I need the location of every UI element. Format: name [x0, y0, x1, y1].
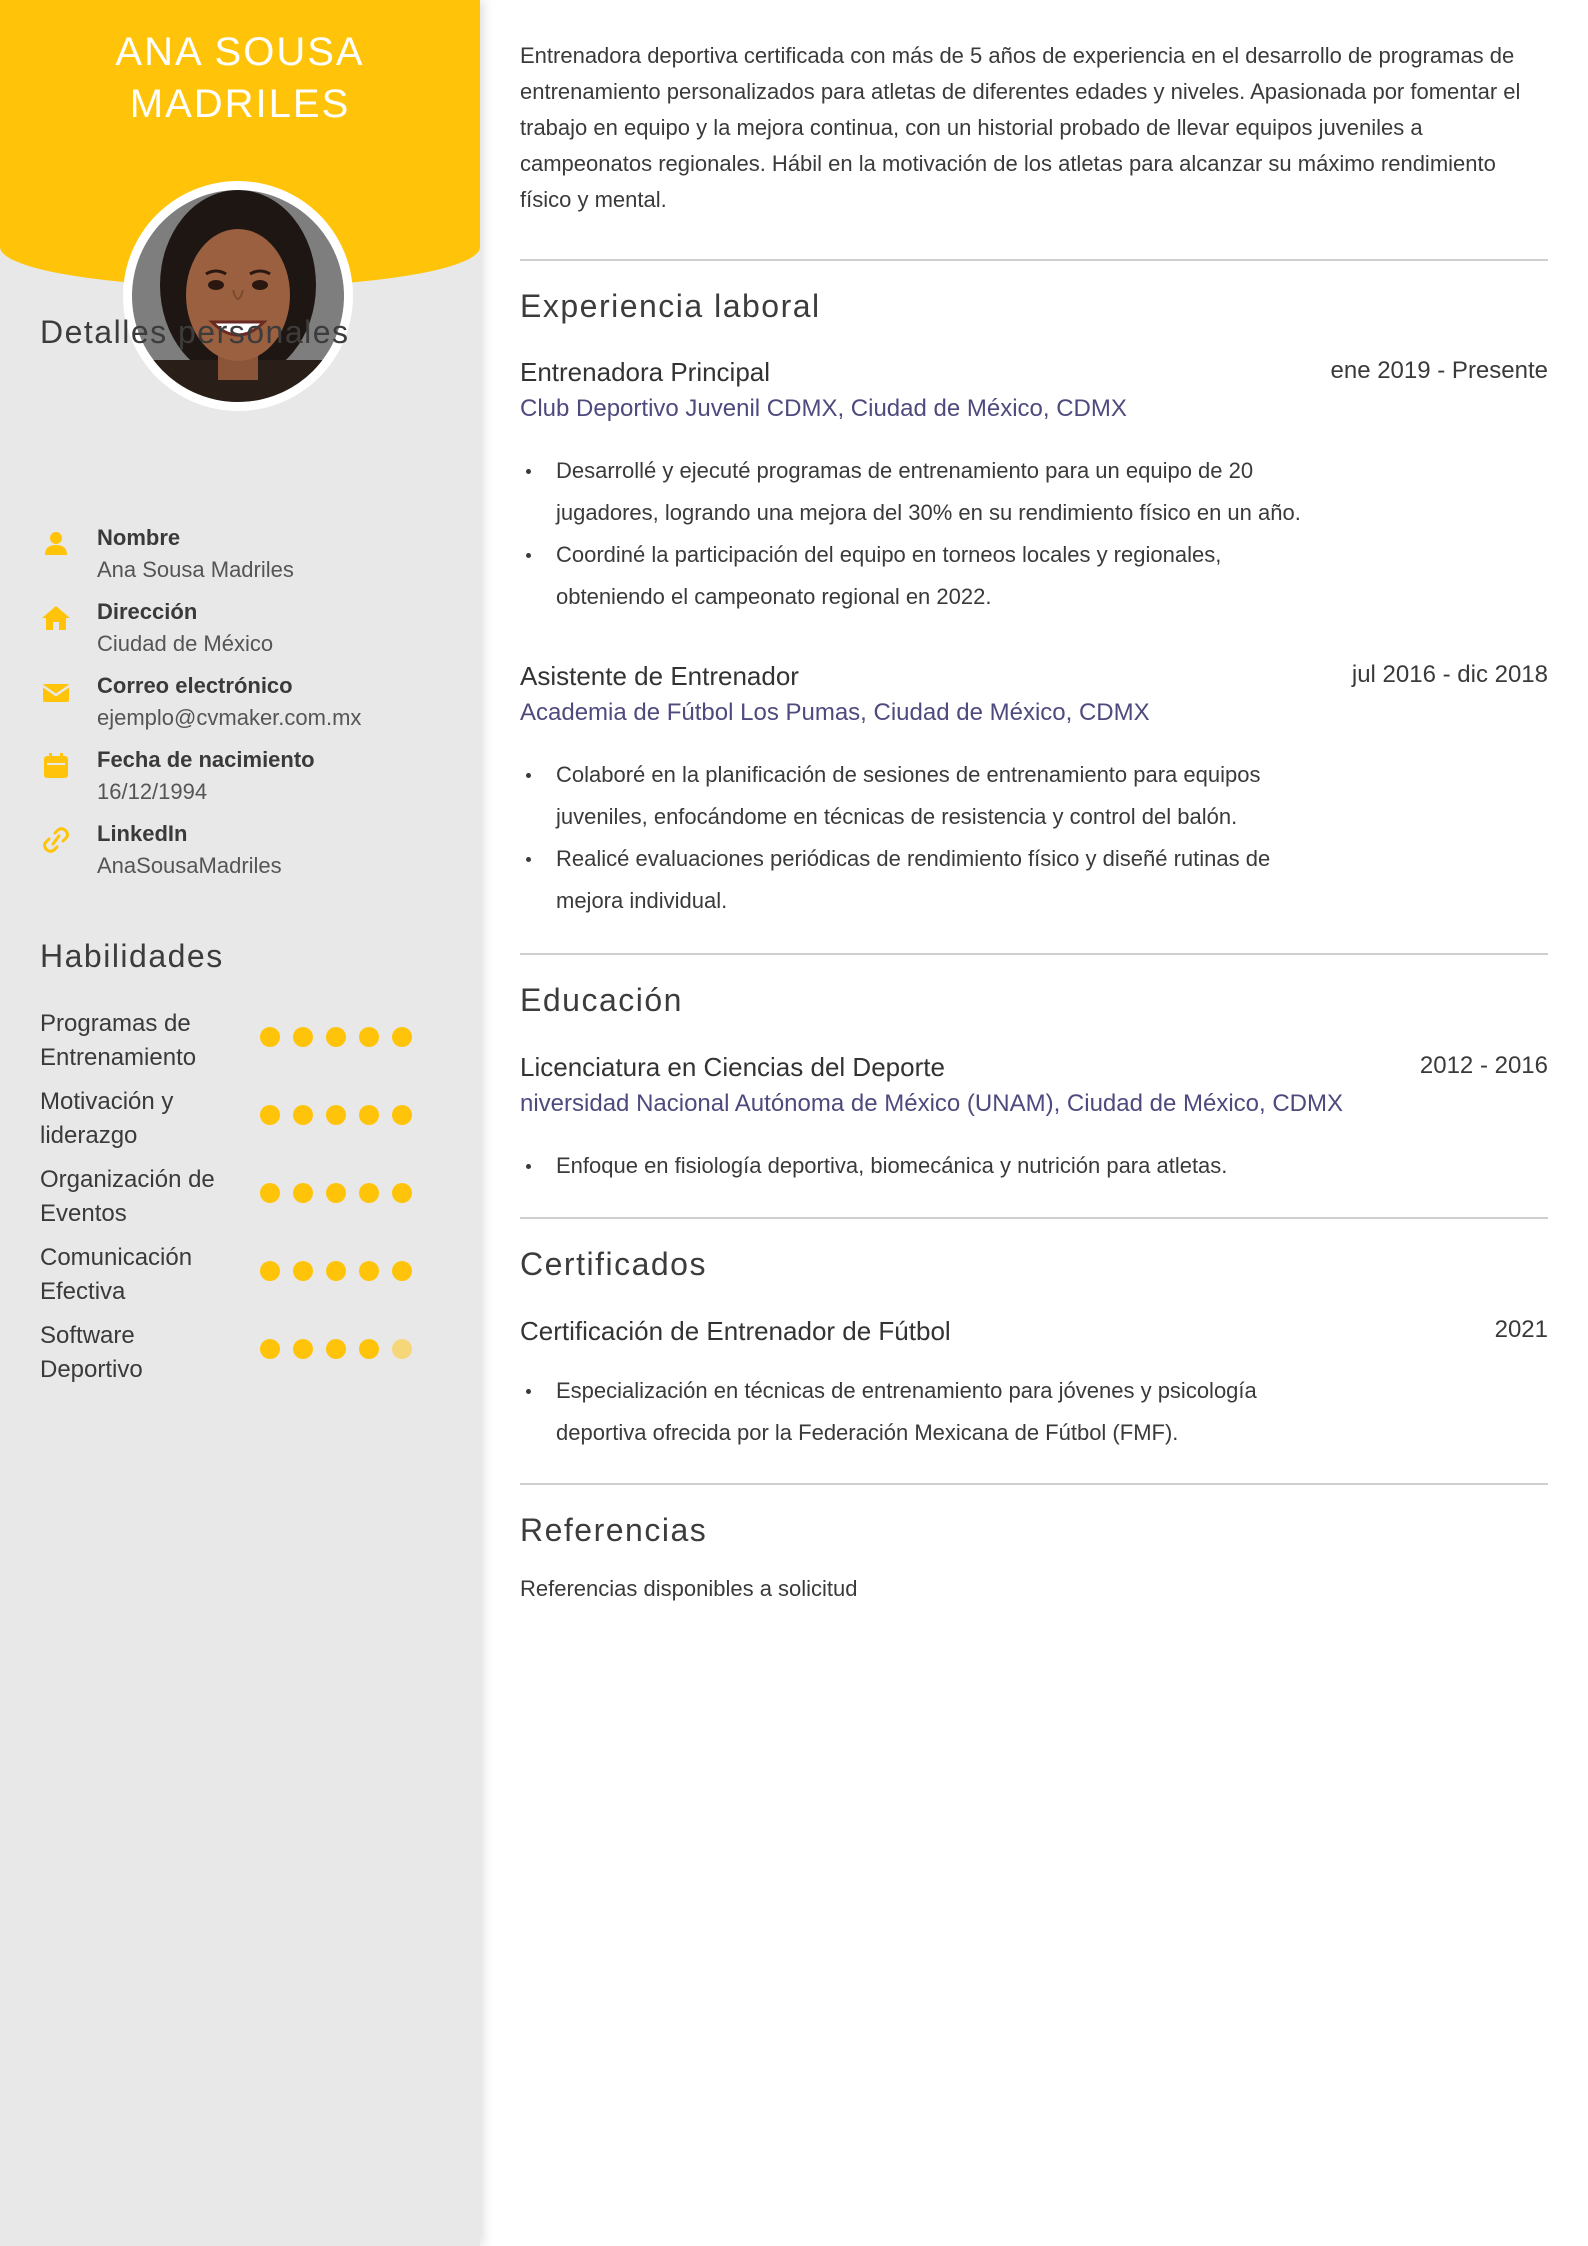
profile-summary: [520, 38, 1550, 218]
bullet-item: [520, 1370, 1340, 1454]
rating-dot-filled: [326, 1105, 346, 1125]
education-date: 2012 - 2016: [1419, 1052, 1548, 1079]
detail-label: LinkedIn: [97, 821, 188, 846]
education-institution: niversidad Nacional Autónoma de México (UNAM), Ciudad de México, CDMX: [520, 1090, 1344, 1117]
rating-dot-filled: [392, 1261, 412, 1281]
rating-dot-filled: [260, 1027, 280, 1047]
bullet-line: Especialización en técnicas de entrenamiento para jóvenes y psicología: [556, 1378, 1257, 1403]
divider: [520, 953, 1548, 955]
rating-dot-filled: [326, 1261, 346, 1281]
education-bullets: [520, 1145, 1340, 1187]
summary-line: trabajo en equipo y la mejora continua, con un historial probado de llevar equipos juveniles a: [520, 115, 1423, 140]
skill-name-line: Eventos: [40, 1200, 127, 1227]
skill-name-line: Comunicación: [40, 1244, 193, 1271]
bullet-item: Enfoque en fisiología deportiva, biomecánica y nutrición para atletas.: [520, 1145, 1340, 1187]
skill-rating: [260, 1105, 412, 1125]
person-icon: [40, 529, 72, 559]
skill-item: [40, 1007, 460, 1077]
bullet-line: Colaboré en la planificación de sesiones de entrenamiento para equipos: [556, 762, 1261, 787]
skill-name-line: Efectiva: [40, 1278, 126, 1305]
rating-dot-filled: [326, 1027, 346, 1047]
bullet-line: mejora individual.: [556, 888, 728, 913]
detail-label: Dirección: [97, 599, 198, 624]
summary-line: Entrenadora deportiva certificada con más de 5 años de experiencia en el desarrollo de programas de: [520, 43, 1515, 68]
name-line-2: MADRILES: [129, 82, 351, 126]
skill-name-line: Organización de: [40, 1166, 215, 1193]
skill-name: [40, 1085, 250, 1153]
rating-dot-filled: [260, 1339, 280, 1359]
job-title: Asistente de Entrenador: [520, 661, 799, 691]
skill-name-line: Software: [40, 1322, 135, 1349]
skill-name-line: Motivación y: [40, 1088, 174, 1115]
skill-name-line: Deportivo: [40, 1356, 143, 1383]
job-bullets: [520, 450, 1340, 618]
certificate-bullets: [520, 1370, 1340, 1454]
skill-name-line: Programas de: [40, 1010, 191, 1037]
rating-dot-filled: [293, 1261, 313, 1281]
rating-dot-filled: [359, 1261, 379, 1281]
skill-rating: [260, 1183, 412, 1203]
bullet-item: [520, 754, 1340, 838]
bullet-line: Desarrollé y ejecuté programas de entrenamiento para un equipo de 20: [556, 458, 1254, 483]
skill-rating: [260, 1027, 412, 1047]
bullet-line: jugadores, logrando una mejora del 30% en su rendimiento físico en un año.: [556, 500, 1301, 525]
divider: [520, 1483, 1548, 1485]
certificates-title: Certificados: [520, 1246, 707, 1282]
divider: [520, 1217, 1548, 1219]
rating-dot-filled: [260, 1105, 280, 1125]
rating-dot-filled: [293, 1027, 313, 1047]
bullet-line: Realicé evaluaciones periódicas de rendimiento físico y diseñé rutinas de: [556, 846, 1271, 871]
bullet-item: [520, 450, 1340, 534]
bullet-line: deportiva ofrecida por la Federación Mexicana de Fútbol (FMF).: [556, 1420, 1179, 1445]
detail-label: Correo electrónico: [97, 673, 293, 698]
profile-photo: [123, 181, 353, 411]
detail-value: AnaSousaMadriles: [97, 853, 282, 878]
rating-dot-filled: [293, 1105, 313, 1125]
job-organization: Academia de Fútbol Los Pumas, Ciudad de México, CDMX: [520, 699, 1150, 726]
rating-dot-filled: [293, 1183, 313, 1203]
skill-name-line: liderazgo: [40, 1122, 138, 1149]
education-title: Educación: [520, 982, 683, 1018]
link-icon: [40, 825, 72, 855]
job-date: ene 2019 - Presente: [1330, 357, 1548, 384]
rating-dot-filled: [392, 1183, 412, 1203]
skill-name: [40, 1007, 250, 1075]
bullet-line: obteniendo el campeonato regional en 2022.: [556, 584, 992, 609]
detail-value: Ciudad de México: [97, 631, 274, 656]
skill-item: [40, 1163, 460, 1233]
detail-value: 16/12/1994: [97, 779, 208, 804]
candidate-name: [0, 26, 480, 130]
home-icon: [40, 603, 72, 633]
certificate-title: Certificación de Entrenador de Fútbol: [520, 1316, 951, 1346]
summary-line: físico y mental.: [520, 187, 667, 212]
job-bullets: [520, 754, 1340, 922]
personal-details-title: Detalles personales: [40, 314, 350, 350]
skill-name: [40, 1319, 250, 1387]
rating-dot-filled: [392, 1027, 412, 1047]
rating-dot-filled: [392, 1105, 412, 1125]
rating-dot-filled: [326, 1183, 346, 1203]
skill-item: [40, 1319, 460, 1389]
skill-name: [40, 1241, 250, 1309]
rating-dot-empty: [392, 1339, 412, 1359]
job-organization: Club Deportivo Juvenil CDMX, Ciudad de México, CDMX: [520, 395, 1127, 422]
envelope-icon: [40, 677, 72, 707]
summary-line: entrenamiento personalizados para atletas de diferentes edades y niveles. Apasionada por fomentar el: [520, 79, 1521, 104]
summary-line: campeonatos regionales. Hábil en la motivación de los atletas para alcanzar su máximo rendimiento: [520, 151, 1496, 176]
bullet-item: [520, 534, 1340, 618]
sidebar: [0, 0, 480, 2246]
skill-item: [40, 1085, 460, 1155]
bullet-line: juveniles, enfocándome en técnicas de resistencia y control del balón.: [556, 804, 1238, 829]
rating-dot-filled: [260, 1183, 280, 1203]
skill-name: [40, 1163, 250, 1231]
rating-dot-filled: [326, 1339, 346, 1359]
rating-dot-filled: [359, 1105, 379, 1125]
detail-value: Ana Sousa Madriles: [97, 557, 294, 582]
rating-dot-filled: [293, 1339, 313, 1359]
divider: [520, 259, 1548, 261]
rating-dot-filled: [359, 1183, 379, 1203]
rating-dot-filled: [359, 1339, 379, 1359]
name-line-1: ANA SOUSA: [115, 30, 365, 74]
rating-dot-filled: [359, 1027, 379, 1047]
skill-item: [40, 1241, 460, 1311]
job-date: jul 2016 - dic 2018: [1351, 661, 1548, 688]
bullet-item: [520, 838, 1340, 922]
portrait-image: [132, 190, 344, 402]
job-title: Entrenadora Principal: [520, 357, 771, 387]
degree-title: Licenciatura en Ciencias del Deporte: [520, 1052, 945, 1082]
experience-title: Experiencia laboral: [520, 288, 821, 324]
certificate-date: 2021: [1494, 1316, 1548, 1343]
detail-label: Fecha de nacimiento: [97, 747, 315, 772]
rating-dot-filled: [260, 1261, 280, 1281]
detail-value: ejemplo@cvmaker.com.mx: [97, 705, 362, 730]
skill-name-line: Entrenamiento: [40, 1044, 197, 1071]
detail-label: Nombre: [97, 525, 181, 550]
bullet-line: Coordiné la participación del equipo en torneos locales y regionales,: [556, 542, 1222, 567]
skill-rating: [260, 1339, 412, 1359]
calendar-icon: [40, 751, 72, 781]
references-text: Referencias disponibles a solicitud: [520, 1576, 858, 1601]
references-title: Referencias: [520, 1512, 708, 1548]
skill-rating: [260, 1261, 412, 1281]
skills-title: Habilidades: [40, 938, 224, 974]
